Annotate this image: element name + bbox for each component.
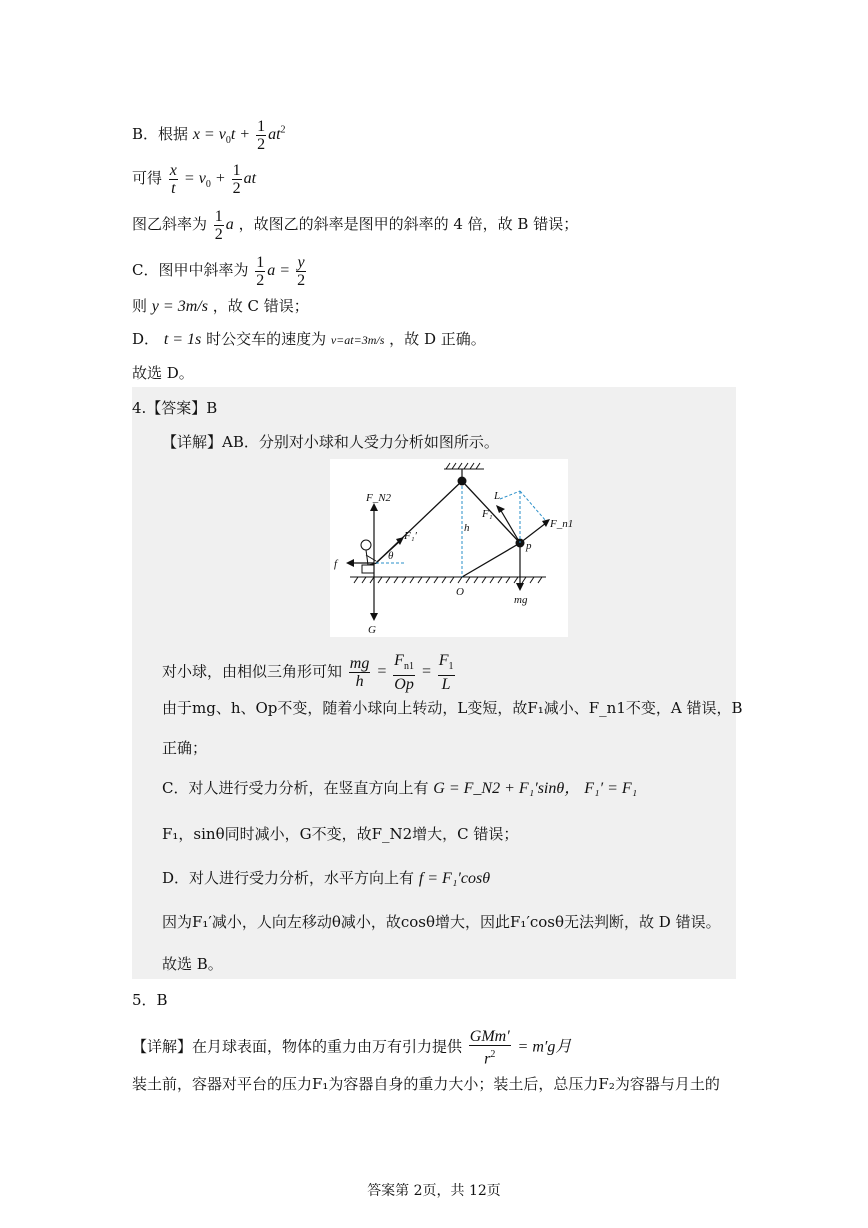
formula-t: t = 1s	[163, 331, 202, 348]
line-c	[132, 254, 308, 289]
person-icon	[361, 540, 378, 573]
line-c-result	[132, 296, 309, 317]
text: 【详解】在月球表面，物体的重力由万有引力提供	[132, 1037, 463, 1056]
text: 图乙斜率为	[132, 215, 208, 234]
text: C．对人进行受力分析，在竖直方向上有	[162, 779, 429, 797]
label-fn2: F_N2	[366, 492, 392, 504]
q4-p2: 由于mg、h、Op不变，随着小球向上转动，L变短，故F₁减小、F_n1不变，A 错误，B	[162, 699, 743, 717]
fraction: $\frac{\text{GMm′}}{r^2}$	[469, 1028, 510, 1068]
fraction: $\frac{F_{n1}}{Op}$	[394, 652, 414, 694]
force-diagram	[330, 459, 574, 637]
line-d	[132, 329, 486, 350]
fraction: $\frac{1}{2}$	[232, 162, 241, 197]
q4-p5	[162, 868, 490, 889]
label-h: h	[464, 522, 470, 534]
text: 可得	[132, 169, 163, 188]
text: ，故 C 错误；	[212, 297, 309, 315]
label-mg: mg	[514, 594, 528, 606]
rod	[462, 543, 520, 577]
formula-y: y = 3m/s	[151, 298, 208, 315]
fraction: $\frac{1}{2}$	[256, 254, 265, 289]
pulley	[458, 477, 467, 486]
text: 对小球，由相似三角形可知	[162, 662, 343, 681]
formula-xt: $\frac{x}{t}$ = $v_0$ + $\frac{1}{2}$ at	[169, 162, 257, 197]
arrow-g	[370, 613, 378, 621]
q4-answer-head: 4.【答案】B	[132, 399, 218, 417]
label-theta: θ	[388, 550, 394, 562]
label-f1-prime: F₁′	[404, 530, 417, 542]
formula-v: v=at=3m/s	[330, 333, 385, 347]
text: ，故图乙的斜率是图甲的斜率的 4 倍，故 B 错误；	[238, 215, 579, 234]
formula-half-a: $\frac{1}{2}$ a	[214, 208, 234, 243]
line-slope-yi	[132, 208, 578, 243]
ground	[350, 577, 546, 583]
formula-horizontal: f = F₁′cosθ	[418, 870, 491, 887]
label-p: p	[526, 540, 532, 552]
formula-gravity-rhs: = m′g月	[517, 1038, 572, 1056]
fraction: $\frac{1}{2}$	[257, 118, 266, 153]
q4-p6: 因为F₁′减小，人向左移动θ减小，故cosθ增大，因此F₁′cosθ无法判断，故 D 错误。	[162, 913, 721, 931]
text: 则	[132, 297, 148, 315]
label-l: L	[494, 490, 501, 502]
text: C．图甲中斜率为	[132, 261, 249, 280]
fraction: $\frac{x}{t}$	[169, 162, 177, 197]
q5-head: 5．B	[132, 991, 168, 1009]
q4-p7: 故选 B。	[162, 955, 223, 973]
q4-p4: F₁，sinθ同时减小，G不变，故F_N2增大，C 错误；	[162, 825, 519, 843]
formula-vertical: G = F_N2 + F₁′sinθ， F₁′ = F₁	[433, 780, 638, 797]
label-f1: F₁	[482, 508, 493, 520]
formula-x: $x = v_0t$ + $\frac{1}{2}$ $at^2$	[192, 118, 286, 153]
ceiling	[444, 463, 484, 469]
arrow-fn2	[370, 503, 378, 511]
q4-p3	[162, 778, 637, 799]
fraction: $\frac{mg}{h}$	[349, 655, 370, 691]
q5-p1: 装土前，容器对平台的压力F₁为容器自身的重力大小；装土后，总压力F₂为容器与月土的	[132, 1075, 720, 1093]
arrow-f1	[496, 505, 505, 513]
arrow-f	[346, 559, 354, 567]
label-fn1: F_n1	[550, 518, 574, 530]
formula-slope-jia: $\frac{1}{2}$ a = $\frac{y}{2}$	[256, 254, 306, 289]
text: B．根据	[132, 125, 189, 144]
label-f: f	[334, 558, 338, 570]
label-g: G	[368, 624, 376, 636]
text: 时公交车的速度为	[206, 330, 327, 348]
line-b-derive	[132, 162, 256, 197]
q5-detail	[132, 1028, 571, 1067]
force-diagram-svg	[330, 459, 574, 637]
q4-detail: 【详解】AB．分别对小球和人受力分析如图所示。	[162, 433, 499, 451]
fraction: $\frac{1}{2}$	[214, 208, 223, 243]
formula-gravity	[467, 1028, 513, 1068]
q4-similar-triangles	[162, 652, 457, 693]
line-b-formula	[132, 118, 286, 153]
fraction: $\frac{F_1}{L}$	[438, 652, 454, 694]
text: D．对人进行受力分析，水平方向上有	[162, 869, 415, 887]
arrow-mg	[516, 583, 524, 591]
q4-p2b: 正确；	[162, 739, 208, 757]
label-o: O	[456, 586, 464, 598]
page-footer: 答案第 2页，共 12页	[367, 1183, 501, 1199]
text: D．	[132, 330, 160, 348]
fraction: $\frac{y}{2}$	[297, 254, 306, 289]
formula-similar: $\frac{mg}{h}$ = $\frac{F_{n1}}{Op}$ = $\frac{F_1}{L}$	[349, 652, 454, 694]
text: ，故 D 正确。	[389, 330, 486, 348]
line-choose-d: 故选 D。	[132, 364, 194, 382]
